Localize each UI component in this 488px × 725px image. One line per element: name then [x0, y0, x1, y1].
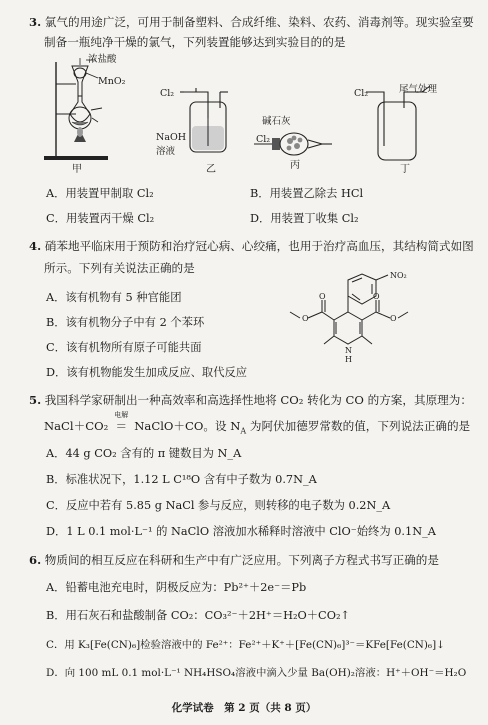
cl2-label-c: Cl₂	[256, 134, 271, 145]
q5-option-a: A．44 g CO₂ 含有的 π 键数目为 N_A	[46, 447, 242, 460]
q3-number: 3.	[29, 15, 42, 29]
tail-gas-label: 尾气处理	[399, 84, 438, 95]
apparatus-b-caption: 乙	[206, 164, 216, 175]
q4-number: 4.	[29, 239, 42, 253]
q3-stem-line1: 3. 氯气的用途广泛，可用于制备塑料、合成纤维、染料、农药、消毒剂等。现实验室要	[29, 15, 474, 29]
q3-option-d: D．用装置丁收集 Cl₂	[250, 212, 359, 225]
nifedipine-structure	[286, 274, 456, 374]
q3-option-a: A．用装置甲制取 Cl₂	[46, 187, 154, 200]
q4-option-b: B．该有机物分子中有 2 个苯环	[46, 316, 205, 329]
svg-text:O: O	[302, 314, 309, 323]
q6-number: 6.	[29, 553, 42, 567]
q5-option-c: C．反应中若有 5.85 g NaCl 参与反应，则转移的电子数为 0.2N_A	[46, 499, 391, 512]
svg-text:O: O	[390, 314, 397, 323]
cl2-label-b: Cl₂	[160, 88, 175, 99]
q3-stem-line2: 制备一瓶纯净干燥的氯气，下列装置能够达到实验目的的是	[44, 35, 346, 49]
q6-option-b: B．用石灰石和盐酸制备 CO₂：CO₃²⁻＋2H⁺＝H₂O＋CO₂↑	[46, 609, 350, 622]
no2-label: NO₂	[390, 271, 407, 280]
naoh-label: NaOH	[156, 132, 187, 143]
q4-option-a: A．该有机物有 5 种官能团	[46, 291, 182, 304]
q3-option-b: B．用装置乙除去 HCl	[250, 187, 364, 200]
solution-label: 溶液	[156, 146, 176, 157]
q5-option-b: B．标准状况下，1.12 L C¹⁸O 含有中子数为 0.7N_A	[46, 473, 317, 486]
apparatus-a-caption: 甲	[72, 164, 82, 175]
q4-option-d: D．该有机物能发生加成反应、取代反应	[46, 366, 248, 379]
svg-text:O: O	[319, 292, 326, 301]
q6-option-a: A．铅蓄电池充电时，阴极反应为：Pb²⁺＋2e⁻＝Pb	[46, 581, 307, 594]
soda-lime-label: 碱石灰	[262, 116, 291, 127]
conc-hcl-label: 浓盐酸	[88, 54, 117, 65]
apparatus-d-caption: 丁	[400, 164, 410, 175]
svg-text:O: O	[373, 292, 380, 301]
apparatus-a-diagram	[40, 56, 140, 168]
q5-option-d: D．1 L 0.1 mol·L⁻¹ 的 NaClO 溶液加水稀释时溶液中 ClO⁻始终为 0.1N_A	[46, 525, 436, 538]
q6-option-d: D．向 100 mL 0.1 mol·L⁻¹ NH₄HSO₄溶液中滴入少量 Ba(OH)₂溶液：H⁺＋OH⁻＝H₂O	[46, 667, 467, 679]
q5-equation-line: NaCl＋CO₂ 电解 ＝ NaClO＋CO。设 $N_A$ 为阿伏加德罗常数的值，下列说法正确的是	[44, 411, 471, 436]
h-label: H	[345, 355, 352, 364]
nh-label: N	[345, 346, 352, 355]
q6-stem-line1: 6. 物质间的相互反应在科研和生产中有广泛应用。下列离子方程式书写正确的是	[29, 553, 439, 567]
q6-option-c: C．用 K₃[Fe(CN)₆]检验溶液中的 Fe²⁺：Fe²⁺＋K⁺＋[Fe(CN)₆]³⁻＝KFe[Fe(CN)₆]↓	[46, 639, 445, 651]
q5-stem-line1: 5. 我国科学家研制出一种高效率和高选择性地将 CO₂ 转化为 CO 的方案，其原理为：	[29, 393, 472, 407]
page-footer: 化学试卷 第 2 页（共 8 页）	[171, 702, 317, 714]
mno2-label: MnO₂	[98, 76, 126, 87]
apparatus-d-diagram	[364, 86, 444, 166]
cl2-label-d: Cl₂	[354, 88, 369, 99]
q4-option-c: C．该有机物所有原子可能共面	[46, 341, 202, 354]
electrolysis-condition: 电解	[114, 411, 129, 419]
q4-stem-line2: 所示。下列有关说法正确的是	[44, 261, 195, 275]
q3-option-c: C．用装置丙干燥 Cl₂	[46, 212, 155, 225]
q4-stem-line1: 4. 硝苯地平临床用于预防和治疗冠心病、心绞痛，也用于治疗高血压，其结构简式如图	[29, 239, 474, 253]
apparatus-b-diagram	[180, 84, 230, 168]
q5-number: 5.	[29, 393, 42, 407]
apparatus-c-caption: 丙	[290, 160, 300, 171]
